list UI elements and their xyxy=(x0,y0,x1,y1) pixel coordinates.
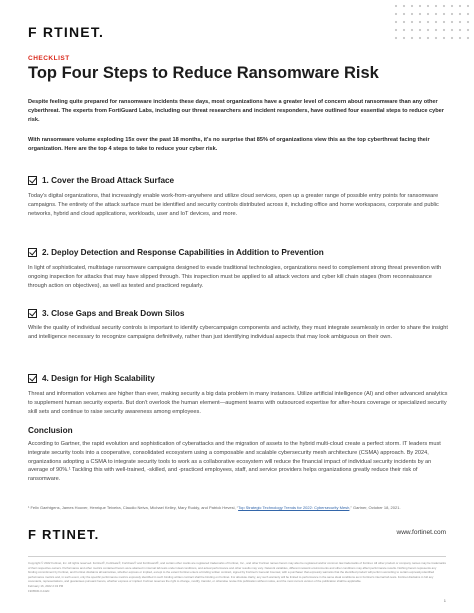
step-body: Threat and information volumes are higher than ever, making security a big data problem in many instances. Utilize artificial intelligence (AI) and other advanced analytics to supplement human security experts. But don't overlook the human element—augment teams with outsourced expertise for after-hours coverage or specialized security skill sets and continue to raise security awareness among employees. xyxy=(28,391,448,415)
checkbox-icon xyxy=(28,176,37,185)
legal-text: Copyright © 2022 Fortinet, Inc. All rights reserved. Fortinet®, FortiGate®, FortiCare® and FortiGuard®, and certain other marks are registered trademarks of Fortinet, Inc., and other Fortinet names herein may also be registered and/or common law trademarks of Fortinet. All other product or company names may be trademarks of their respective owners. Performance and other metrics contained herein were attained in internal lab tests under ideal conditions, and actual performance and other results may vary. Network variables, different network environments and other conditions may affect performance results. Nothing herein represents any binding commitment by Fortinet, and Fortinet disclaims all warranties, whether express or implied, except to the extent Fortinet enters a binding written contract, signed by Fortinet's General Counsel, with a purchaser that expressly warrants that the identified product will perform according to certain expressly-identified performance metrics and, in such event, only the specific performance metrics expressly identified in such binding written contract shall be binding on Fortinet. For absolute clarity, any such warranty will be limited to performance in the same ideal conditions as in Fortinet's internal lab tests. Fortinet disclaims in full any covenants, representations, and guarantees pursuant hereto, whether express or implied. Fortinet reserves the right to change, modify, transfer, or otherwise revise this publication without notice, and the most current version of the publication shall be applicable. xyxy=(28,561,446,584)
step-body: While the quality of individual security controls is important to identify cybercampaign components and activity, they must integrate seamlessly in order to share the insight and intelligence necessary to recognize campaigns definitively, rather than just identifying individual aspects that may look ambiguous on their own. xyxy=(28,325,448,340)
step-heading-text: 4. Design for High Scalability xyxy=(42,374,155,383)
checkbox-icon xyxy=(28,309,37,318)
website-link[interactable]: www.fortinet.com xyxy=(396,529,446,536)
step-heading xyxy=(28,176,174,185)
step-heading-text: 1. Cover the Broad Attack Surface xyxy=(42,176,175,185)
intro-paragraph: With ransomware volume exploding 15x over the past 18 months, it's no surprise that 85% of organizations view this as the top cyberthreat facing their organization. Here are the top 4 steps to take to reduce your cyber risk. xyxy=(28,137,430,152)
dot-pattern-decoration xyxy=(392,2,472,42)
doc-date: February 16, 2022 2:43 PM xyxy=(28,583,64,588)
step-body: Today's digital organizations, that increasingly enable work-from-anywhere and utilize cloud services, open up a greater range of possible entry points for ransomware campaigns. The entirety of the attack surface must be identified and security controls distributed across it, including office and home workspaces, corporate and public networks, hybrid and cloud applications, workloads, user and IoT devices, and more. xyxy=(28,193,439,217)
fortinet-logo: F RTINET. xyxy=(28,24,105,40)
step-body: In light of sophisticated, multistage ransomware campaigns designed to evade traditional technologies, organizations need to complement strong threat prevention with ongoing inspection for attacks that may have slipped through. This inspection must be applied to all attack vectors and cyber kill chain stages (from reconnaissance through action on objectives), as well as tested and practiced regularly. xyxy=(28,265,442,289)
conclusion-heading xyxy=(28,426,73,435)
conclusion-heading-text: Conclusion xyxy=(28,426,73,435)
legal-fineprint xyxy=(28,561,446,593)
eyebrow-label: CHECKLIST xyxy=(28,55,70,62)
fortinet-logo-footer: F RTINET. xyxy=(28,527,100,542)
checkbox-icon xyxy=(28,248,37,257)
page-title: Top Four Steps to Reduce Ransomware Risk xyxy=(28,64,379,82)
checkbox-icon xyxy=(28,374,37,383)
step-heading xyxy=(28,309,184,318)
conclusion-body: According to Gartner, the rapid evolution and sophistication of cyberattacks and the migration of assets to the hybrid multi-cloud create a perfect storm. IT leaders must integrate security tools into a cooperative, consolidated ecosystem using a composable and scalable cybersecurity mesh architecture (CSMA) approach. By 2024, organizations adopting a CSMA to integrate security tools to work as a collaborative ecosystem will reduce the financial impact of individual security incidents by an average of 90%.¹ Tackling this with well-trained, -skilled, and -practiced employees, staff, and service providers helps organizations greatly reduce their risk of ransomware. xyxy=(28,441,441,483)
doc-code: 1906530-0-0-EN xyxy=(28,588,50,593)
page-number: 1 xyxy=(443,598,446,603)
divider xyxy=(28,556,446,557)
footnote-link[interactable]: Top Strategic Technology Trends for 2022: Cybersecurity Mesh xyxy=(238,505,350,510)
intro-paragraph: Despite feeling quite prepared for ransomware incidents these days, most organizations have a greater level of concern about ransomware than any other cyberthreat. The experts from FortiGuard Labs, including our threat researchers and incident responders, have outlined four essential steps to reduce cyber risk. xyxy=(28,99,444,123)
step-heading xyxy=(28,374,155,383)
footnote-text: ,” Gartner, October 18, 2021. xyxy=(349,505,401,510)
step-heading-text: 2. Deploy Detection and Response Capabilities in Addition to Prevention xyxy=(42,248,324,257)
footnote-text: ¹ Felix Gaehtgens, James Hoover, Henrique Teixeira, Claudio Neiva, Michael Kelley, Mary Ruddy, and Patrick Hevesi, “ xyxy=(28,505,239,510)
step-heading-text: 3. Close Gaps and Break Down Silos xyxy=(42,309,185,318)
footnote xyxy=(28,505,408,511)
step-heading xyxy=(28,248,324,257)
